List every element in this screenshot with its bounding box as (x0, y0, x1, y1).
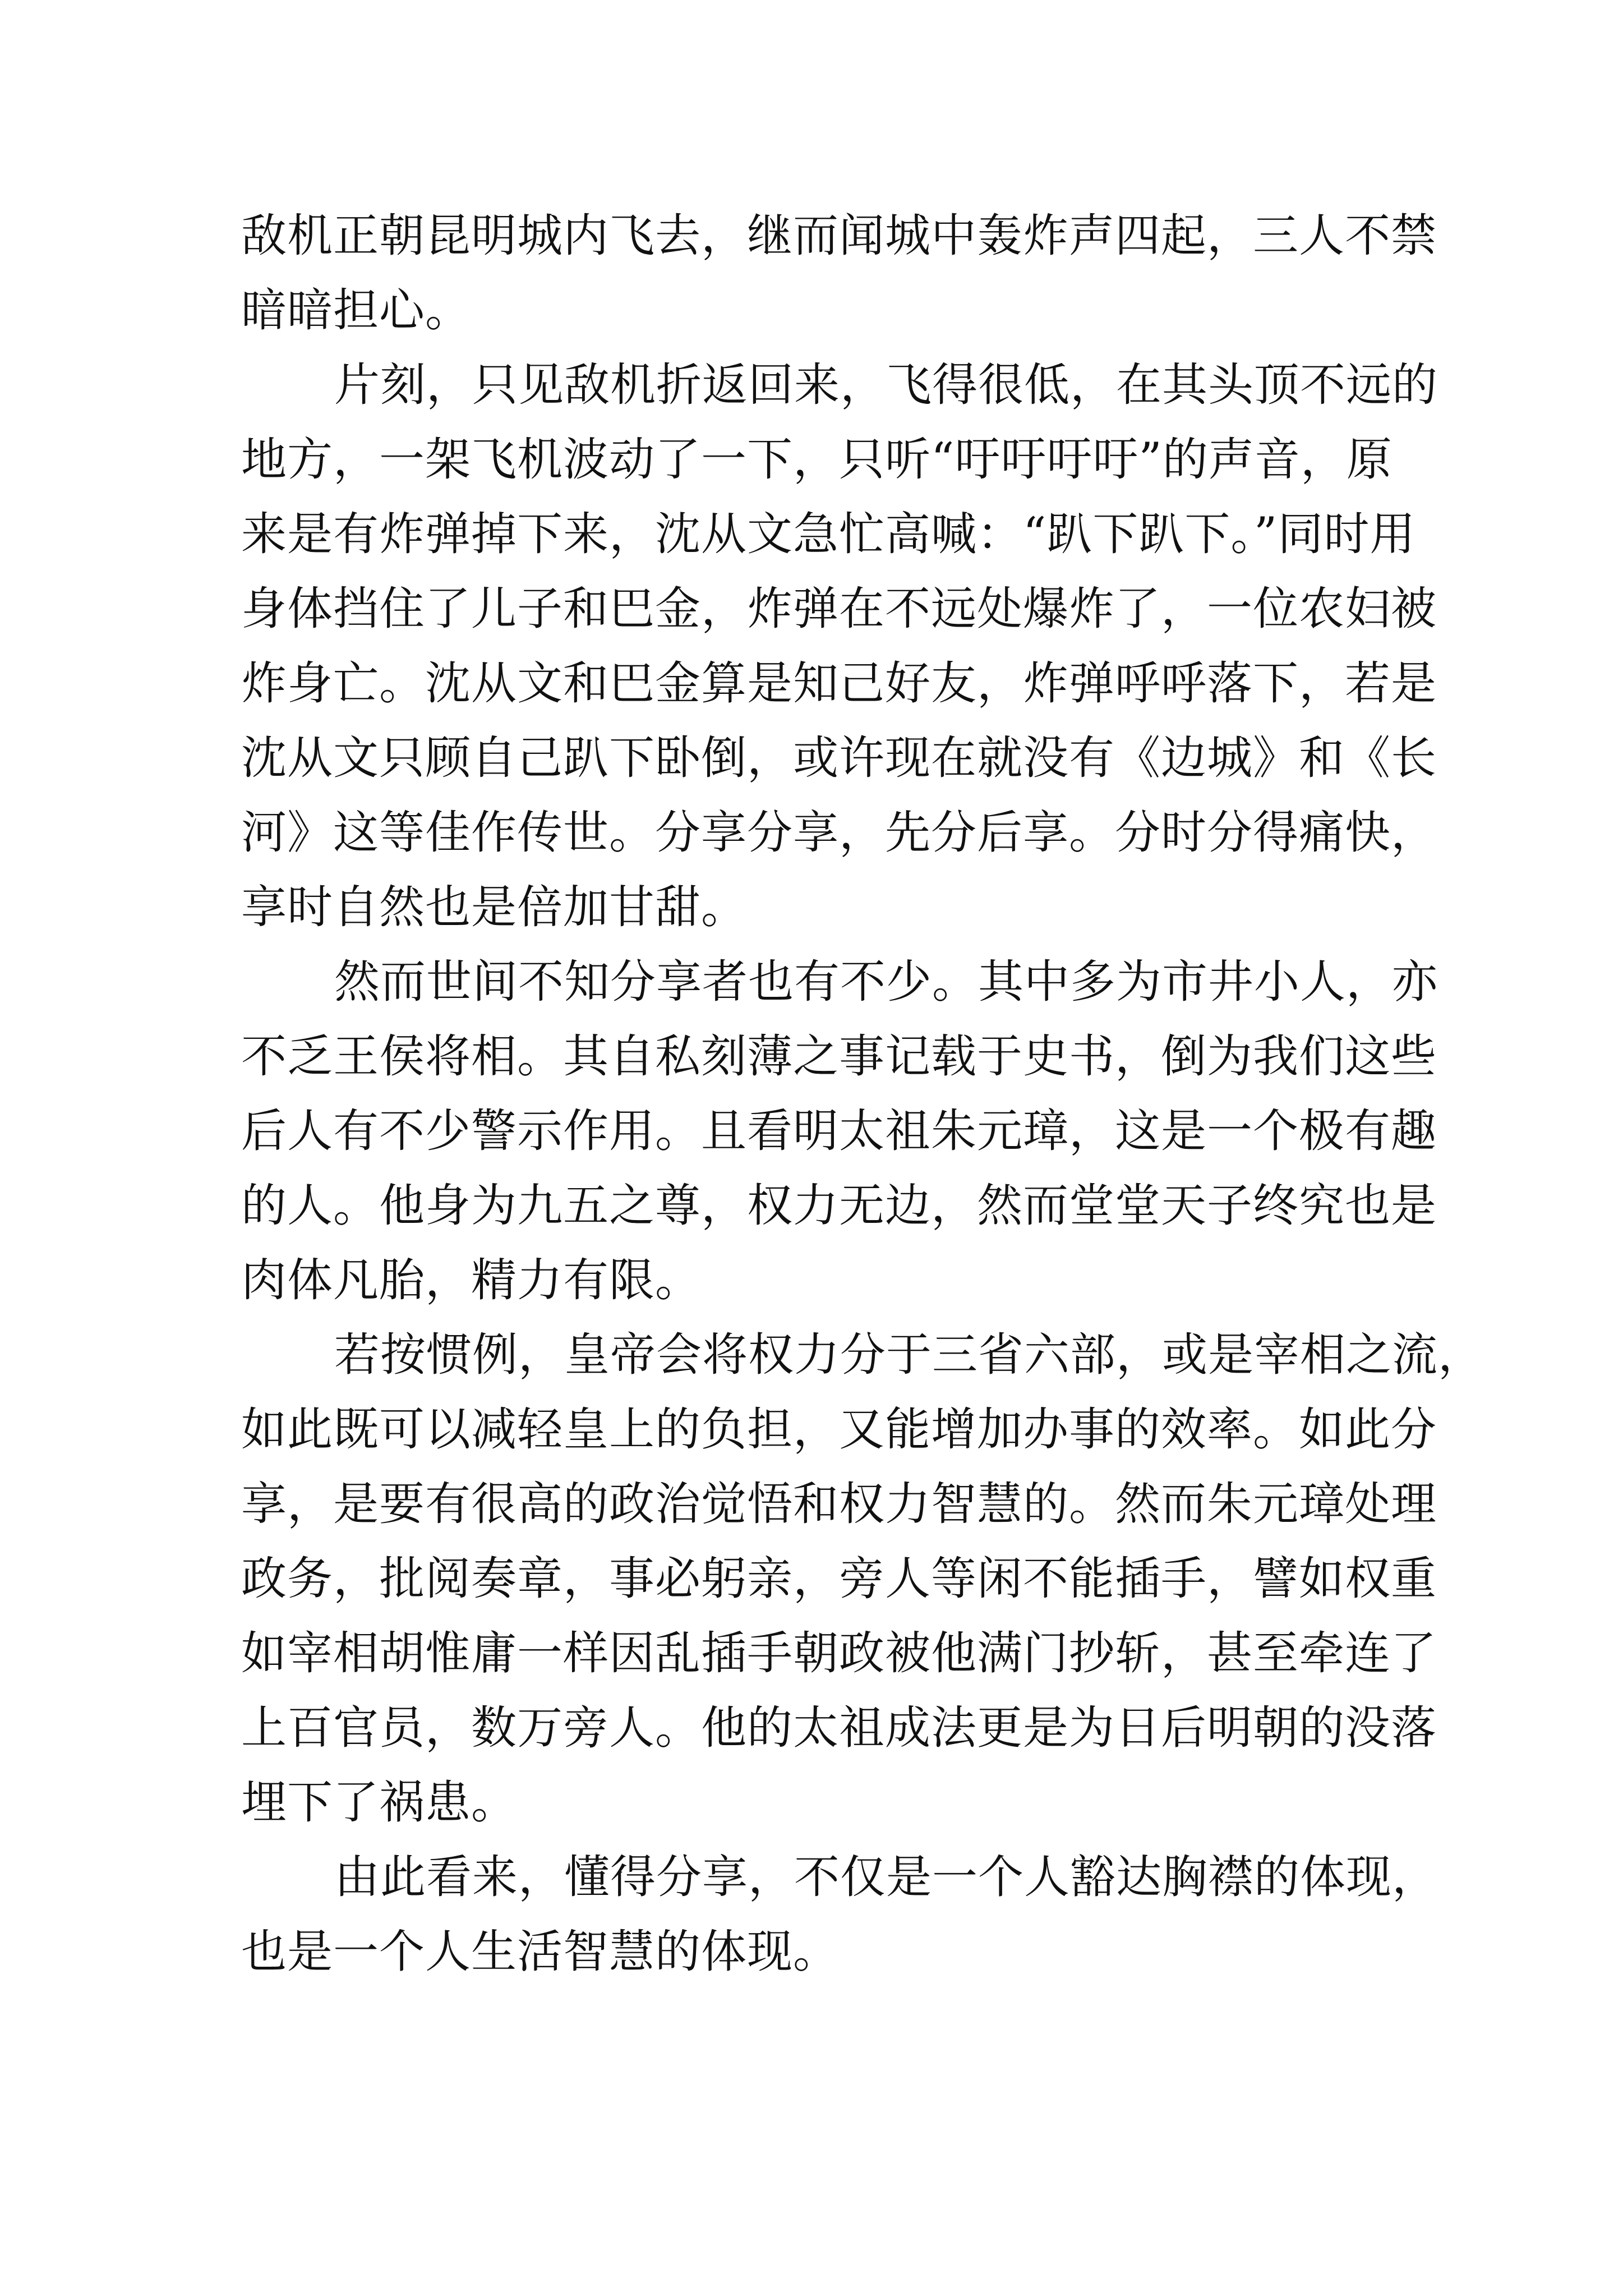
paragraph-1 (241, 199, 1437, 348)
paragraph-5 (241, 1841, 1438, 1990)
text-line: 来是有炸弹掉下来，沈从文急忙高喊：“趴下趴下。”同时用 (241, 508, 1416, 561)
text-line: 由此看来，懂得分享，不仅是一个人豁达胸襟的体现， (334, 1851, 1438, 1904)
text-line: 埋下了祸患。 (241, 1777, 518, 1829)
text-line: 河》这等佳作传世。分享分享，先分后享。分时分得痛快， (241, 807, 1437, 859)
paragraph-2 (241, 348, 1438, 945)
text-line: 身体挡住了儿子和巴金，炸弹在不远处爆炸了，一位农妇被 (241, 583, 1437, 636)
text-line: 片刻，只见敌机折返回来，飞得很低，在其头顶不远的 (334, 359, 1438, 412)
text-line: 不乏王侯将相。其自私刻薄之事记载于史书，倒为我们这些 (241, 1030, 1437, 1083)
text-line: 敌机正朝昆明城内飞去，继而闻城中轰炸声四起，三人不禁 (241, 210, 1437, 263)
text-line: 然而世间不知分享者也有不少。其中多为市井小人，亦 (334, 956, 1438, 1009)
text-line: 的人。他身为九五之尊，权力无边，然而堂堂天子终究也是 (241, 1180, 1437, 1232)
text-line: 暗暗担心。 (241, 284, 472, 337)
text-line: 炸身亡。沈从文和巴金算是知己好友，炸弹呼呼落下，若是 (241, 657, 1437, 710)
paragraph-3 (241, 945, 1438, 1318)
text-line: 如宰相胡惟庸一样因乱插手朝政被他满门抄斩，甚至牵连了 (241, 1627, 1437, 1680)
text-line: 若按惯例，皇帝会将权力分于三省六部，或是宰相之流， (334, 1329, 1484, 1382)
text-line: 沈从文只顾自己趴下卧倒，或许现在就没有《边城》和《长 (241, 732, 1437, 785)
text-line: 后人有不少警示作用。且看明太祖朱元璋，这是一个极有趣 (241, 1105, 1437, 1158)
text-line: 如此既可以减轻皇上的负担，又能增加办事的效率。如此分 (241, 1404, 1437, 1456)
paragraph-4 (241, 1318, 1484, 1841)
document-body (241, 199, 1484, 1990)
text-line: 肉体凡胎，精力有限。 (241, 1254, 702, 1307)
text-line: 政务，批阅奏章，事必躬亲，旁人等闲不能插手，譬如权重 (241, 1553, 1437, 1605)
text-line: 享，是要有很高的政治觉悟和权力智慧的。然而朱元璋处理 (241, 1478, 1437, 1531)
text-line: 享时自然也是倍加甘甜。 (241, 881, 748, 934)
text-line: 上百官员，数万旁人。他的太祖成法更是为日后明朝的没落 (241, 1702, 1437, 1755)
text-line: 也是一个人生活智慧的体现。 (241, 1926, 840, 1978)
text-line: 地方，一架飞机波动了一下，只听“吁吁吁吁”的声音，原 (241, 434, 1393, 486)
